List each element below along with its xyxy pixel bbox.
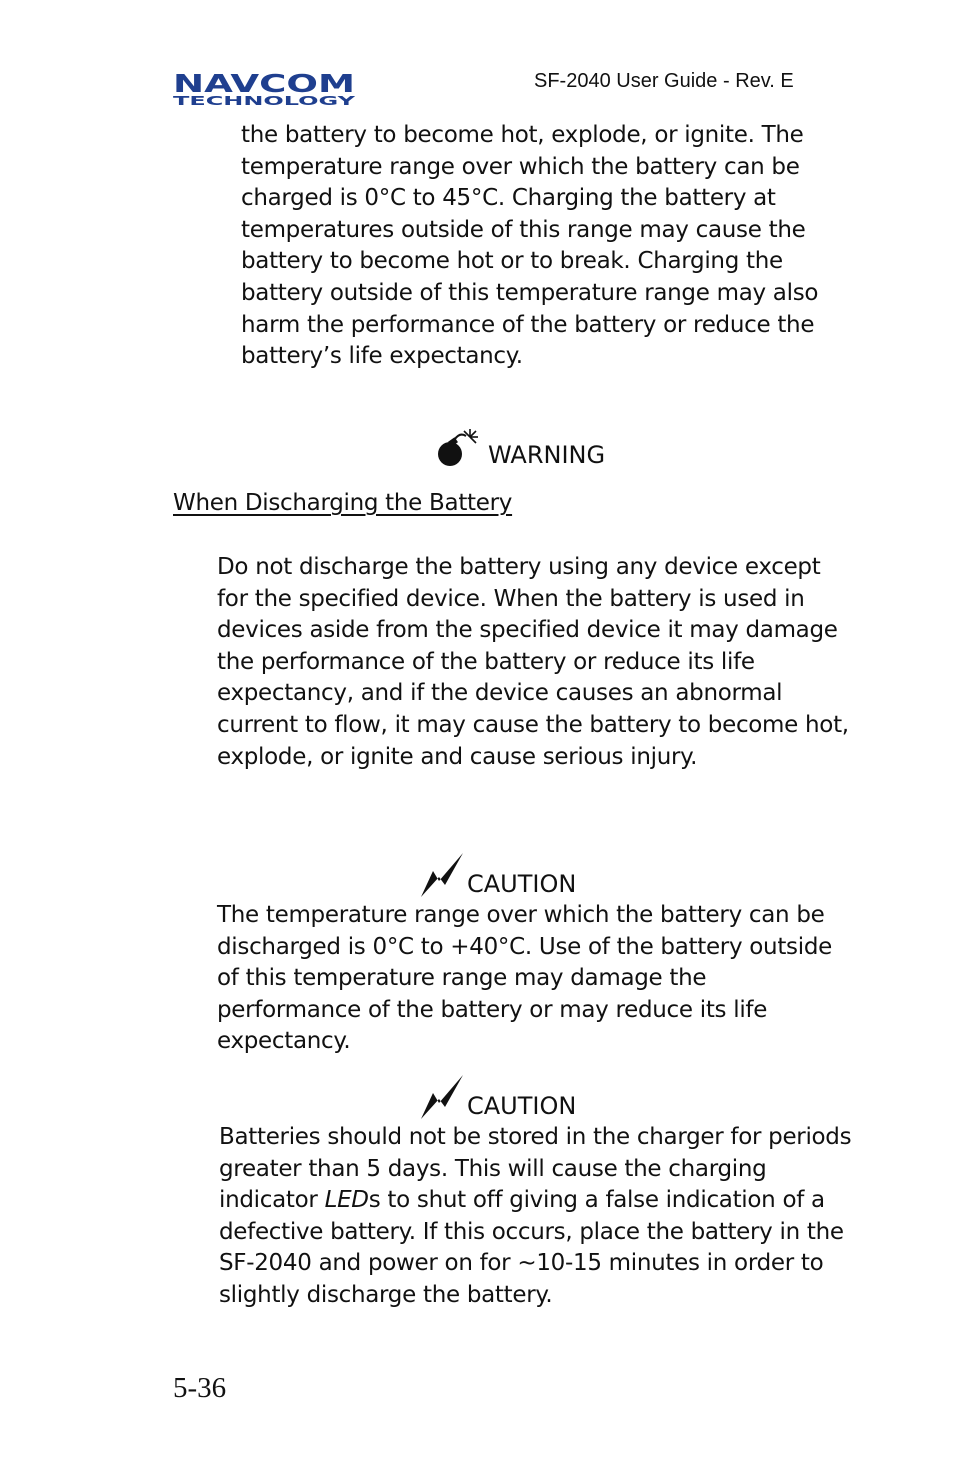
charging-temperature-paragraph: the battery to become hot, explode, or ignite. The temperature range over which the battery can be charged is 0°C to 45°C. Charging the battery at temperatures outside of this range may cause the battery to become hot or to break. Charging the battery outside of this temperature range may also harm the performance of the battery or reduce the battery’s life expectancy.: [241, 122, 819, 370]
lightning-icon: [421, 853, 463, 897]
storage-text-end: s to shut off giving a false indication of a defective battery. If this occurs, place the battery in the SF-2040 and power on for ~10-15 minutes in order to slightly discharge the battery.: [219, 1187, 844, 1308]
warning-notice: [436, 428, 605, 468]
storage-paragraph: [219, 1122, 859, 1312]
caution-notice-1: [421, 853, 576, 897]
bomb-icon: [436, 428, 484, 468]
discharge-device-paragraph: Do not discharge the battery using any device except for the specified device. When the battery is used in devices aside from the specified device it may damage the performance of the battery or reduce its life expectancy, and if the device causes an abnormal current to flow, it may cause the battery to become hot, explode, or ignite and cause serious injury.: [217, 554, 849, 770]
document-header-title: SF-2040 User Guide - Rev. E: [534, 70, 794, 92]
logo-wordmark-top: NAVCOM: [173, 72, 355, 98]
lightning-icon: [421, 1075, 463, 1119]
caution-label: CAUTION: [467, 870, 577, 898]
page-number: 5-36: [173, 1372, 227, 1404]
storage-text-start: Batteries should not be stored in the charger for periods greater than 5 days. This will cause the charging indicator: [219, 1124, 852, 1214]
logo-wordmark-bottom: TECHNOLOGY: [173, 94, 356, 106]
caution-notice-2: [421, 1075, 576, 1119]
warning-label: WARNING: [488, 441, 606, 469]
led-term: LED: [324, 1187, 369, 1214]
navcom-logo-graphic: [172, 72, 356, 106]
navcom-logo: [172, 72, 356, 106]
section-heading-discharging: When Discharging the Battery: [173, 490, 513, 516]
discharge-temperature-paragraph: The temperature range over which the battery can be discharged is 0°C to +40°C. Use of the battery outside of this temperature range may damage the performance of the battery or may reduce its life expectancy.: [217, 902, 832, 1055]
caution-label: CAUTION: [467, 1092, 577, 1120]
